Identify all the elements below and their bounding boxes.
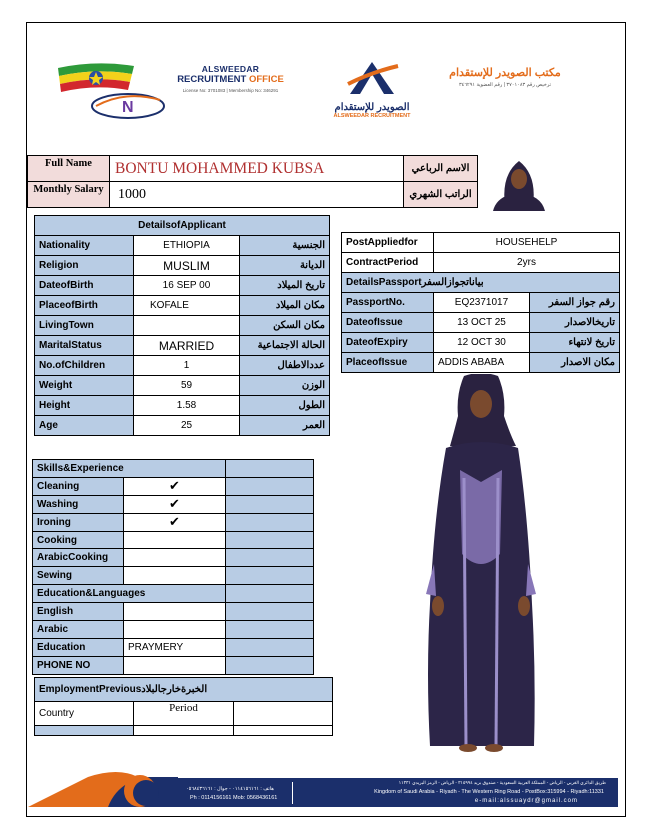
living-town-arabic-label: مكان السكن	[240, 316, 330, 336]
contract-period-label: ContractPeriod	[342, 253, 434, 273]
issue-date-arabic-label: تاريخالاصدار	[530, 313, 620, 333]
edu-blank	[226, 638, 314, 656]
skill-arabic-cooking-label: ArabicCooking	[33, 549, 124, 567]
applicant-details-title: DetailsofApplicant	[35, 216, 330, 236]
center-logo-mark-icon	[342, 60, 402, 96]
salary-value: 1000	[110, 182, 404, 208]
table-row	[35, 416, 330, 436]
age-label: Age	[35, 416, 134, 436]
table-row	[33, 621, 314, 639]
skill-blank	[226, 495, 314, 513]
weight-value: 59	[134, 376, 240, 396]
skill-cooking-check	[124, 531, 226, 549]
table-row	[35, 316, 330, 336]
skill-ironing-check: ✔	[124, 513, 226, 531]
office-name-line2: RECRUITMENT OFFICE	[177, 74, 284, 85]
table-row	[33, 531, 314, 549]
salary-arabic-label: الراتب الشهري	[404, 182, 478, 208]
height-arabic-label: الطول	[240, 396, 330, 416]
identity-table	[27, 155, 478, 208]
footer-phone-arabic: هاتف : ٠١١٤١٥٦١٦١ - جوال : ٠٥٦٨٤٣٦١٦١	[186, 786, 274, 792]
table-row	[35, 296, 330, 316]
skills-title: Skills&Experience	[33, 460, 226, 478]
skill-arabic-cooking-check	[124, 549, 226, 567]
footer-address-english: Kingdom of Saudi Arabia - Riyadh - The Western Ring Road - PostBox:315994 - Riyadh:11331	[374, 789, 604, 795]
table-row	[342, 313, 620, 333]
table-row	[35, 336, 330, 356]
table-row	[35, 702, 333, 726]
table-row	[342, 233, 620, 253]
nationality-arabic-label: الجنسية	[240, 236, 330, 256]
table-row	[33, 513, 314, 531]
table-row	[33, 549, 314, 567]
nationality-label: Nationality	[35, 236, 134, 256]
office-name-line1: ALSWEEDAR	[201, 64, 260, 74]
children-label: No.ofChildren	[35, 356, 134, 376]
table-row	[35, 376, 330, 396]
skill-washing-check: ✔	[124, 495, 226, 513]
skill-sewing-check	[124, 567, 226, 585]
salary-label: Monthly Salary	[28, 182, 110, 208]
education-value: PRAYMERY	[124, 638, 226, 656]
expiry-date-label: DateofExpiry	[342, 333, 434, 353]
religion-label: Religion	[35, 256, 134, 276]
expiry-date-arabic-label: تاريخ لانتهاء	[530, 333, 620, 353]
employment-title: EmploymentPreviousالخبرةخارجالبلاد	[35, 678, 333, 702]
arabic-office-logo	[430, 66, 580, 88]
footer-swoosh-icon	[28, 771, 178, 807]
full-name-value: BONTU MOHAMMED KUBSA	[110, 156, 404, 182]
dob-value: 16 SEP 00	[134, 276, 240, 296]
license-info: License No: 3701083 | Membership No: 346291	[182, 88, 279, 93]
place-of-birth-arabic-label: مكان الميلاد	[240, 296, 330, 316]
table-row	[35, 396, 330, 416]
living-town-label: LivingTown	[35, 316, 134, 336]
table-row	[342, 253, 620, 273]
table-row	[33, 567, 314, 585]
english-office-logo	[168, 64, 293, 93]
footer-phone-english: Ph : 0114156161 Mob: 0568436161	[190, 795, 278, 801]
footer-divider	[292, 782, 293, 804]
skill-blank	[226, 513, 314, 531]
skill-cleaning-label: Cleaning	[33, 477, 124, 495]
passport-no-value: EQ2371017	[434, 293, 530, 313]
skill-cleaning-check: ✔	[124, 477, 226, 495]
weight-label: Weight	[35, 376, 134, 396]
skill-blank	[226, 531, 314, 549]
employment-row-blank	[35, 726, 134, 736]
table-row	[35, 256, 330, 276]
children-arabic-label: عددالاطفال	[240, 356, 330, 376]
table-row	[33, 638, 314, 656]
full-name-label: Full Name	[28, 156, 110, 182]
skill-cooking-label: Cooking	[33, 531, 124, 549]
place-of-birth-label: PlaceofBirth	[35, 296, 134, 316]
place-of-issue-label: PlaceofIssue	[342, 353, 434, 373]
passport-details-header: DetailsPassportبياناتجوازالسفر	[342, 273, 620, 293]
post-applied-value: HOUSEHELP	[434, 233, 620, 253]
marital-status-label: MaritalStatus	[35, 336, 134, 356]
employment-table	[34, 677, 333, 736]
footer-address-arabic: طريق الدائري الغربي - الرياض - المملكة العربية السعودية - صندوق بريد ٣١٥٩٩٤ - الرياض - الرمز البريدي ١١٣٣١	[398, 780, 606, 785]
passport-no-label: PassportNo.	[342, 293, 434, 313]
period-label: Period	[134, 702, 234, 726]
education-title: Education&Languages	[33, 585, 226, 603]
phone-value	[124, 656, 226, 674]
religion-value: MUSLIM	[134, 256, 240, 276]
place-of-issue-arabic-label: مكان الاصدار	[530, 353, 620, 373]
age-arabic-label: العمر	[240, 416, 330, 436]
table-row	[35, 276, 330, 296]
place-of-issue-value: ADDIS ABABA	[434, 353, 530, 373]
dob-arabic-label: تاريخ الميلاد	[240, 276, 330, 296]
skills-title-blank	[226, 460, 314, 478]
full-name-arabic-label: الاسم الرباعي	[404, 156, 478, 182]
passport-no-arabic-label: رقم جواز السفر	[530, 293, 620, 313]
employment-blank	[234, 702, 333, 726]
table-row	[33, 656, 314, 674]
applicant-details-table	[34, 215, 330, 436]
english-label: English	[33, 603, 124, 621]
dob-label: DateofBirth	[35, 276, 134, 296]
table-row	[342, 333, 620, 353]
center-logo-arabic: الصويدر للإستقدام	[334, 102, 410, 113]
skill-washing-label: Washing	[33, 495, 124, 513]
ethiopia-flag-logo	[56, 60, 166, 127]
table-row	[35, 726, 333, 736]
table-row	[33, 460, 314, 478]
living-town-value	[134, 316, 240, 336]
table-row	[33, 477, 314, 495]
height-value: 1.58	[134, 396, 240, 416]
table-row	[35, 356, 330, 376]
issue-date-value: 13 OCT 25	[434, 313, 530, 333]
age-value: 25	[134, 416, 240, 436]
english-value	[124, 603, 226, 621]
weight-arabic-label: الوزن	[240, 376, 330, 396]
marital-status-arabic-label: الحالة الاجتماعية	[240, 336, 330, 356]
post-applied-label: PostAppliedfor	[342, 233, 434, 253]
applicant-portrait-photo	[487, 155, 551, 211]
skills-table	[32, 459, 314, 675]
nationality-value: ETHIOPIA	[134, 236, 240, 256]
employment-row-blank	[134, 726, 234, 736]
edu-blank	[226, 621, 314, 639]
phone-label: PHONE NO	[33, 656, 124, 674]
arabic-office-title: مكتب الصويدر للإستقدام	[449, 67, 561, 79]
skill-blank	[226, 549, 314, 567]
footer	[28, 771, 618, 807]
education-title-blank	[226, 585, 314, 603]
arabic-label: Arabic	[33, 621, 124, 639]
skill-blank	[226, 477, 314, 495]
children-value: 1	[134, 356, 240, 376]
table-row	[33, 585, 314, 603]
skill-ironing-label: Ironing	[33, 513, 124, 531]
country-label: Country	[35, 702, 134, 726]
expiry-date-value: 12 OCT 30	[434, 333, 530, 353]
table-row	[33, 495, 314, 513]
footer-email[interactable]: e-mail:alssuaydr@gmail.com	[474, 798, 578, 804]
footer-contact-bar	[168, 778, 618, 807]
applicant-full-photo	[420, 374, 542, 762]
table-row	[342, 293, 620, 313]
height-label: Height	[35, 396, 134, 416]
arabic-value	[124, 621, 226, 639]
education-label: Education	[33, 638, 124, 656]
religion-arabic-label: الديانة	[240, 256, 330, 276]
center-logo	[322, 60, 422, 119]
svg-text:N: N	[122, 99, 134, 116]
issue-date-label: DateofIssue	[342, 313, 434, 333]
employment-row-blank	[234, 726, 333, 736]
contract-period-value: 2yrs	[434, 253, 620, 273]
marital-status-value: MARRIED	[134, 336, 240, 356]
skill-blank	[226, 567, 314, 585]
arabic-license-info: ترخيص رقم ٣٧٠١٠٨٣ | رقم العضوية ٣٤٦٢٩١	[458, 82, 552, 88]
edu-blank	[226, 656, 314, 674]
table-row	[35, 236, 330, 256]
post-passport-table	[341, 232, 620, 373]
place-of-birth-value: KOFALE	[134, 296, 240, 316]
center-logo-english: ALSWEEDAR RECRUITMENT	[333, 113, 411, 119]
edu-blank	[226, 603, 314, 621]
table-row	[342, 353, 620, 373]
table-row	[33, 603, 314, 621]
skill-sewing-label: Sewing	[33, 567, 124, 585]
